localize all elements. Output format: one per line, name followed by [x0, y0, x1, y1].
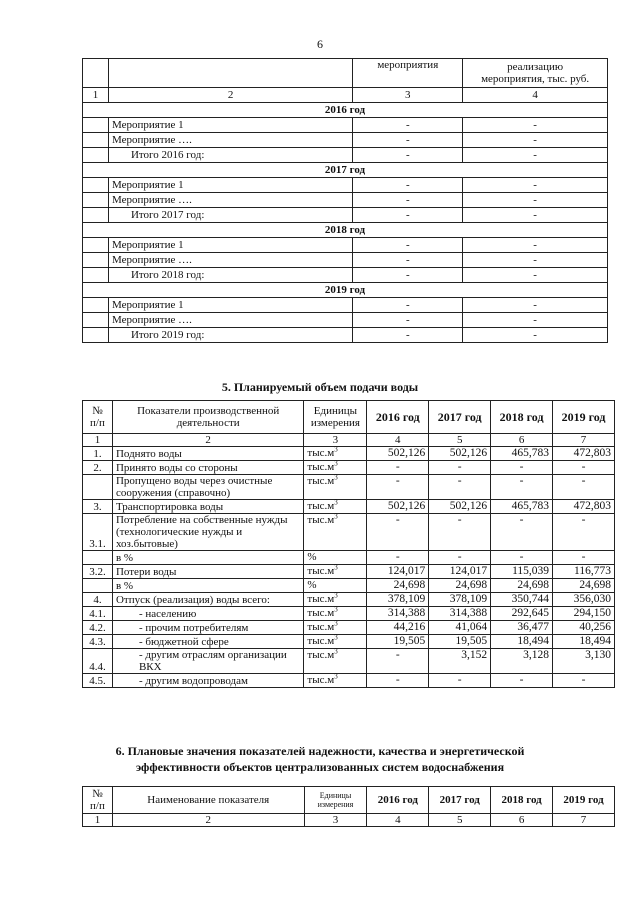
- value-cell: 124,017: [367, 565, 429, 579]
- value-cell: 472,803: [553, 447, 615, 461]
- index-row: [83, 814, 615, 827]
- index-cell: 4: [367, 814, 429, 827]
- index-cell: 3: [353, 88, 463, 103]
- index-cell: 7: [553, 814, 615, 827]
- row-number: 3.: [83, 500, 113, 514]
- indicator-name: - населению: [112, 607, 303, 621]
- row-number: 2.: [83, 461, 113, 475]
- index-cell: 2: [108, 88, 352, 103]
- row-number: 3.1.: [83, 514, 113, 551]
- index-cell: 4: [463, 88, 608, 103]
- year-heading: 2016 год: [83, 103, 608, 118]
- row-number: [83, 551, 113, 565]
- header-name: Показатели производственной деятельности: [112, 401, 303, 434]
- header-unit: Единицы измерения: [304, 787, 367, 814]
- year-row: [83, 223, 608, 238]
- value-cell: 472,803: [553, 500, 615, 514]
- value-cell: 24,698: [429, 579, 491, 593]
- table-cell: [83, 148, 109, 163]
- year-row: [83, 163, 608, 178]
- measure-name: Мероприятие 1: [108, 178, 352, 193]
- table-row: [83, 178, 608, 193]
- unit-cell: $тыс.м^3$: [304, 649, 367, 674]
- indicator-name: - бюджетной сфере: [112, 635, 303, 649]
- table-row: [83, 447, 615, 461]
- value-cell: -: [463, 328, 608, 343]
- row-number: 4.3.: [83, 635, 113, 649]
- value-cell: -: [463, 253, 608, 268]
- value-cell: 44,216: [367, 621, 429, 635]
- table-row: [83, 579, 615, 593]
- header-cell: мероприятия: [353, 59, 463, 88]
- row-number: [83, 475, 113, 500]
- measure-name: Итого 2019 год:: [108, 328, 352, 343]
- year-heading: 2019 год: [83, 283, 608, 298]
- table-cell: [83, 133, 109, 148]
- row-number: 1.: [83, 447, 113, 461]
- value-cell: 3,152: [429, 649, 491, 674]
- value-cell: 24,698: [491, 579, 553, 593]
- value-cell: -: [463, 148, 608, 163]
- water-supply-table: [82, 400, 615, 688]
- indicator-name: Пропущено воды через очистные сооружения (справочно): [112, 475, 303, 500]
- index-row: [83, 434, 615, 447]
- unit-cell: $тыс.м^3$: [304, 475, 367, 500]
- index-cell: 4: [367, 434, 429, 447]
- header-num: № п/п: [83, 401, 113, 434]
- index-cell: 1: [83, 434, 113, 447]
- table-row: [83, 565, 615, 579]
- unit-cell: %: [304, 579, 367, 593]
- measure-name: Мероприятие 1: [108, 118, 352, 133]
- index-cell: 1: [83, 814, 113, 827]
- header-year: 2018 год: [491, 787, 553, 814]
- table-row: [83, 500, 615, 514]
- table-cell: [83, 328, 109, 343]
- measures-table: [82, 58, 608, 343]
- value-cell: 116,773: [553, 565, 615, 579]
- value-cell: -: [463, 178, 608, 193]
- unit-cell: $тыс.м^3$: [304, 461, 367, 475]
- table-row: [83, 607, 615, 621]
- table-row: [83, 193, 608, 208]
- value-cell: -: [429, 514, 491, 551]
- indicator-name: Поднято воды: [112, 447, 303, 461]
- measure-name: Мероприятие ….: [108, 253, 352, 268]
- measure-name: Мероприятие ….: [108, 133, 352, 148]
- value-cell: 314,388: [367, 607, 429, 621]
- value-cell: -: [367, 649, 429, 674]
- value-cell: -: [353, 133, 463, 148]
- index-cell: 7: [553, 434, 615, 447]
- value-cell: -: [353, 238, 463, 253]
- value-cell: 36,477: [491, 621, 553, 635]
- value-cell: 40,256: [553, 621, 615, 635]
- value-cell: -: [353, 193, 463, 208]
- measure-name: Мероприятие 1: [108, 298, 352, 313]
- row-number: 4.4.: [83, 649, 113, 674]
- value-cell: 24,698: [367, 579, 429, 593]
- year-heading: 2018 год: [83, 223, 608, 238]
- header-year: 2017 год: [429, 401, 491, 434]
- value-cell: -: [463, 298, 608, 313]
- value-cell: 502,126: [429, 500, 491, 514]
- value-cell: 502,126: [367, 447, 429, 461]
- unit-cell: $тыс.м^3$: [304, 607, 367, 621]
- index-cell: 1: [83, 88, 109, 103]
- value-cell: -: [353, 148, 463, 163]
- value-cell: -: [429, 674, 491, 688]
- indicator-name: Транспортировка воды: [112, 500, 303, 514]
- value-cell: -: [553, 475, 615, 500]
- index-cell: 2: [112, 814, 304, 827]
- table-cell: [83, 118, 109, 133]
- index-row: [83, 88, 608, 103]
- value-cell: -: [353, 208, 463, 223]
- row-number: 4.: [83, 593, 113, 607]
- value-cell: 465,783: [491, 500, 553, 514]
- value-cell: 19,505: [367, 635, 429, 649]
- index-cell: 6: [491, 434, 553, 447]
- value-cell: -: [463, 208, 608, 223]
- header-cell: реализацию мероприятия, тыс. руб.: [463, 59, 608, 88]
- value-cell: -: [463, 193, 608, 208]
- value-cell: -: [463, 133, 608, 148]
- value-cell: -: [367, 475, 429, 500]
- indicator-name: в %: [112, 551, 303, 565]
- header-year: 2018 год: [491, 401, 553, 434]
- table-row: [83, 649, 615, 674]
- header-year: 2016 год: [367, 787, 429, 814]
- value-cell: 502,126: [367, 500, 429, 514]
- indicator-name: - прочим потребителям: [112, 621, 303, 635]
- measure-name: Итого 2018 год:: [108, 268, 352, 283]
- index-cell: 5: [429, 814, 491, 827]
- table-row: [83, 328, 608, 343]
- value-cell: -: [353, 268, 463, 283]
- unit-cell: $тыс.м^3$: [304, 674, 367, 688]
- index-cell: 3: [304, 434, 367, 447]
- table-row: [83, 298, 608, 313]
- table-cell: [83, 253, 109, 268]
- table-row: [83, 674, 615, 688]
- value-cell: -: [553, 461, 615, 475]
- unit-cell: $тыс.м^3$: [304, 514, 367, 551]
- indicator-name: в %: [112, 579, 303, 593]
- indicator-name: Потери воды: [112, 565, 303, 579]
- value-cell: -: [463, 238, 608, 253]
- table-row: [83, 148, 608, 163]
- unit-cell: $тыс.м^3$: [304, 635, 367, 649]
- value-cell: -: [463, 313, 608, 328]
- table-row: [83, 133, 608, 148]
- year-row: [83, 283, 608, 298]
- value-cell: 19,505: [429, 635, 491, 649]
- value-cell: -: [429, 475, 491, 500]
- table-header-row: [83, 401, 615, 434]
- value-cell: 24,698: [553, 579, 615, 593]
- value-cell: 378,109: [367, 593, 429, 607]
- reliability-indicators-table: [82, 786, 615, 827]
- unit-cell: $тыс.м^3$: [304, 621, 367, 635]
- table-row: [83, 208, 608, 223]
- row-number: 4.2.: [83, 621, 113, 635]
- index-cell: 6: [491, 814, 553, 827]
- measure-name: Мероприятие ….: [108, 193, 352, 208]
- value-cell: -: [491, 475, 553, 500]
- table-row: [83, 514, 615, 551]
- table-row: [83, 461, 615, 475]
- value-cell: -: [367, 514, 429, 551]
- value-cell: 3,128: [491, 649, 553, 674]
- value-cell: 314,388: [429, 607, 491, 621]
- table-row: [83, 475, 615, 500]
- table-row: [83, 593, 615, 607]
- table-row: [83, 238, 608, 253]
- header-name: Наименование показателя: [112, 787, 304, 814]
- value-cell: 124,017: [429, 565, 491, 579]
- table-row: [83, 268, 608, 283]
- value-cell: -: [463, 118, 608, 133]
- table-cell: [83, 193, 109, 208]
- value-cell: 115,039: [491, 565, 553, 579]
- index-cell: 3: [304, 814, 367, 827]
- row-number: 4.1.: [83, 607, 113, 621]
- value-cell: -: [491, 514, 553, 551]
- table-cell: [83, 313, 109, 328]
- section-6-title: [0, 743, 640, 775]
- value-cell: -: [553, 551, 615, 565]
- header-year: 2017 год: [429, 787, 491, 814]
- year-heading: 2017 год: [83, 163, 608, 178]
- section-6-title-line1: 6. Плановые значения показателей надежности, качества и энергетической: [115, 744, 525, 758]
- value-cell: 465,783: [491, 447, 553, 461]
- value-cell: -: [491, 674, 553, 688]
- value-cell: -: [353, 298, 463, 313]
- value-cell: -: [367, 674, 429, 688]
- table-cell: [83, 208, 109, 223]
- table-row: [83, 313, 608, 328]
- value-cell: -: [353, 178, 463, 193]
- value-cell: -: [491, 461, 553, 475]
- value-cell: -: [353, 118, 463, 133]
- section-5-title: 5. Планируемый объем подачи воды: [221, 380, 419, 394]
- table-cell: [83, 298, 109, 313]
- value-cell: -: [353, 328, 463, 343]
- header-year: 2019 год: [553, 401, 615, 434]
- value-cell: 350,744: [491, 593, 553, 607]
- table-header-row: [83, 59, 608, 88]
- value-cell: -: [353, 313, 463, 328]
- indicator-name: Принято воды со стороны: [112, 461, 303, 475]
- value-cell: 502,126: [429, 447, 491, 461]
- measure-name: Мероприятие 1: [108, 238, 352, 253]
- table-row: [83, 118, 608, 133]
- value-cell: 292,645: [491, 607, 553, 621]
- value-cell: 356,030: [553, 593, 615, 607]
- table-row: [83, 551, 615, 565]
- indicator-name: - другим водопроводам: [112, 674, 303, 688]
- value-cell: 3,130: [553, 649, 615, 674]
- indicator-name: Потребление на собственные нужды (технологические нужды и хоз.бытовые): [112, 514, 303, 551]
- value-cell: 41,064: [429, 621, 491, 635]
- header-year: 2016 год: [367, 401, 429, 434]
- header-cell: [83, 59, 109, 88]
- unit-cell: $тыс.м^3$: [304, 447, 367, 461]
- index-cell: 2: [112, 434, 303, 447]
- table-row: [83, 635, 615, 649]
- section-6-title-line2: эффективности объектов централизованных систем водоснабжения: [135, 760, 505, 774]
- page-number: 6: [317, 37, 323, 51]
- header-cell: [108, 59, 352, 88]
- measure-name: Итого 2016 год:: [108, 148, 352, 163]
- measure-name: Итого 2017 год:: [108, 208, 352, 223]
- value-cell: -: [553, 514, 615, 551]
- table-cell: [83, 268, 109, 283]
- table-row: [83, 253, 608, 268]
- value-cell: -: [353, 253, 463, 268]
- unit-cell: $тыс.м^3$: [304, 593, 367, 607]
- row-number: 4.5.: [83, 674, 113, 688]
- value-cell: 18,494: [553, 635, 615, 649]
- value-cell: 378,109: [429, 593, 491, 607]
- row-number: 3.2.: [83, 565, 113, 579]
- header-year: 2019 год: [553, 787, 615, 814]
- value-cell: -: [491, 551, 553, 565]
- value-cell: -: [429, 551, 491, 565]
- value-cell: -: [367, 461, 429, 475]
- unit-cell: $тыс.м^3$: [304, 565, 367, 579]
- row-number: [83, 579, 113, 593]
- value-cell: 294,150: [553, 607, 615, 621]
- table-cell: [83, 238, 109, 253]
- value-cell: -: [463, 268, 608, 283]
- unit-cell: $тыс.м^3$: [304, 500, 367, 514]
- table-cell: [83, 178, 109, 193]
- value-cell: -: [429, 461, 491, 475]
- year-row: [83, 103, 608, 118]
- header-unit: Единицы измерения: [304, 401, 367, 434]
- indicator-name: - другим отраслям организации ВКХ: [112, 649, 303, 674]
- table-row: [83, 621, 615, 635]
- header-num: № п/п: [83, 787, 113, 814]
- indicator-name: Отпуск (реализация) воды всего:: [112, 593, 303, 607]
- value-cell: -: [367, 551, 429, 565]
- value-cell: 18,494: [491, 635, 553, 649]
- measure-name: Мероприятие ….: [108, 313, 352, 328]
- value-cell: -: [553, 674, 615, 688]
- index-cell: 5: [429, 434, 491, 447]
- unit-cell: %: [304, 551, 367, 565]
- table-header-row: [83, 787, 615, 814]
